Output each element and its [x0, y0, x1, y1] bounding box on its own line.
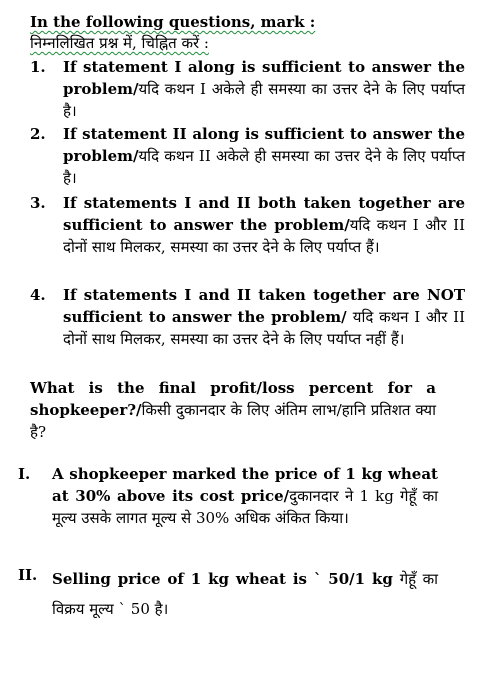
statement-text: [52, 564, 438, 624]
option-number: 3.: [30, 194, 46, 212]
option-text-english: If statements I and II both taken together are sufficient to answer the problem/: [63, 194, 465, 234]
option-number: 2.: [30, 125, 46, 143]
option-text: [63, 56, 465, 122]
option-text: [63, 284, 465, 350]
option-text-english: If statement I along is sufficient to answer the problem/: [63, 58, 465, 98]
option-text-hindi: यदि कथन I और II दोनों साथ मिलकर, समस्या का उत्तर देने के लिए पर्याप्त हैं।: [63, 216, 465, 256]
statement-text-english: A shopkeeper marked the price of 1 kg wheat at 30% above its cost price/: [52, 465, 438, 505]
instructions-english: [30, 12, 315, 32]
option-text-hindi: यदि कथन I अकेले ही समस्या का उत्तर देने के लिए पर्याप्त है।: [63, 80, 465, 120]
instructions-english-text: In the following questions, mark :: [30, 13, 316, 31]
option-text: [63, 123, 465, 189]
option-text-english: If statements I and II taken together are NOT sufficient to answer the problem/: [63, 286, 465, 326]
statement-number: II.: [18, 566, 38, 584]
statement-text-hindi: दुकानदार ने 1 kg गेहूँ का मूल्य उसके लागत मूल्य से 30% अधिक अंकित किया।: [52, 487, 438, 527]
option-text-hindi: यदि कथन I और II दोनों साथ मिलकर, समस्या का उत्तर देने के लिए पर्याप्त नहीं हैं।: [63, 308, 465, 348]
statement-text-english: Selling price of 1 kg wheat is ` 50/1 kg: [52, 570, 400, 588]
statement-number: I.: [18, 465, 31, 483]
instructions-hindi: [30, 33, 209, 53]
statement-text: [52, 463, 438, 529]
option-number: 1.: [30, 58, 46, 76]
option-number: 4.: [30, 286, 46, 304]
instructions-hindi-text: निम्नलिखित प्रश्न में, चिह्नित करें :: [30, 34, 209, 52]
question-text: [30, 377, 436, 443]
question-text-english: What is the final profit/loss percent for a shopkeeper?/: [30, 379, 436, 419]
option-text: [63, 192, 465, 258]
option-text-hindi: यदि कथन II अकेले ही समस्या का उत्तर देने के लिए पर्याप्त है।: [63, 147, 465, 187]
option-text-english: If statement II along is sufficient to answer the problem/: [63, 125, 465, 165]
question-text-hindi: किसी दुकानदार के लिए अंतिम लाभ/हानि प्रतिशत क्या है?: [30, 401, 436, 441]
statement-text-hindi: गेहूँ का विक्रय मूल्य ` 50 है।: [52, 570, 438, 618]
